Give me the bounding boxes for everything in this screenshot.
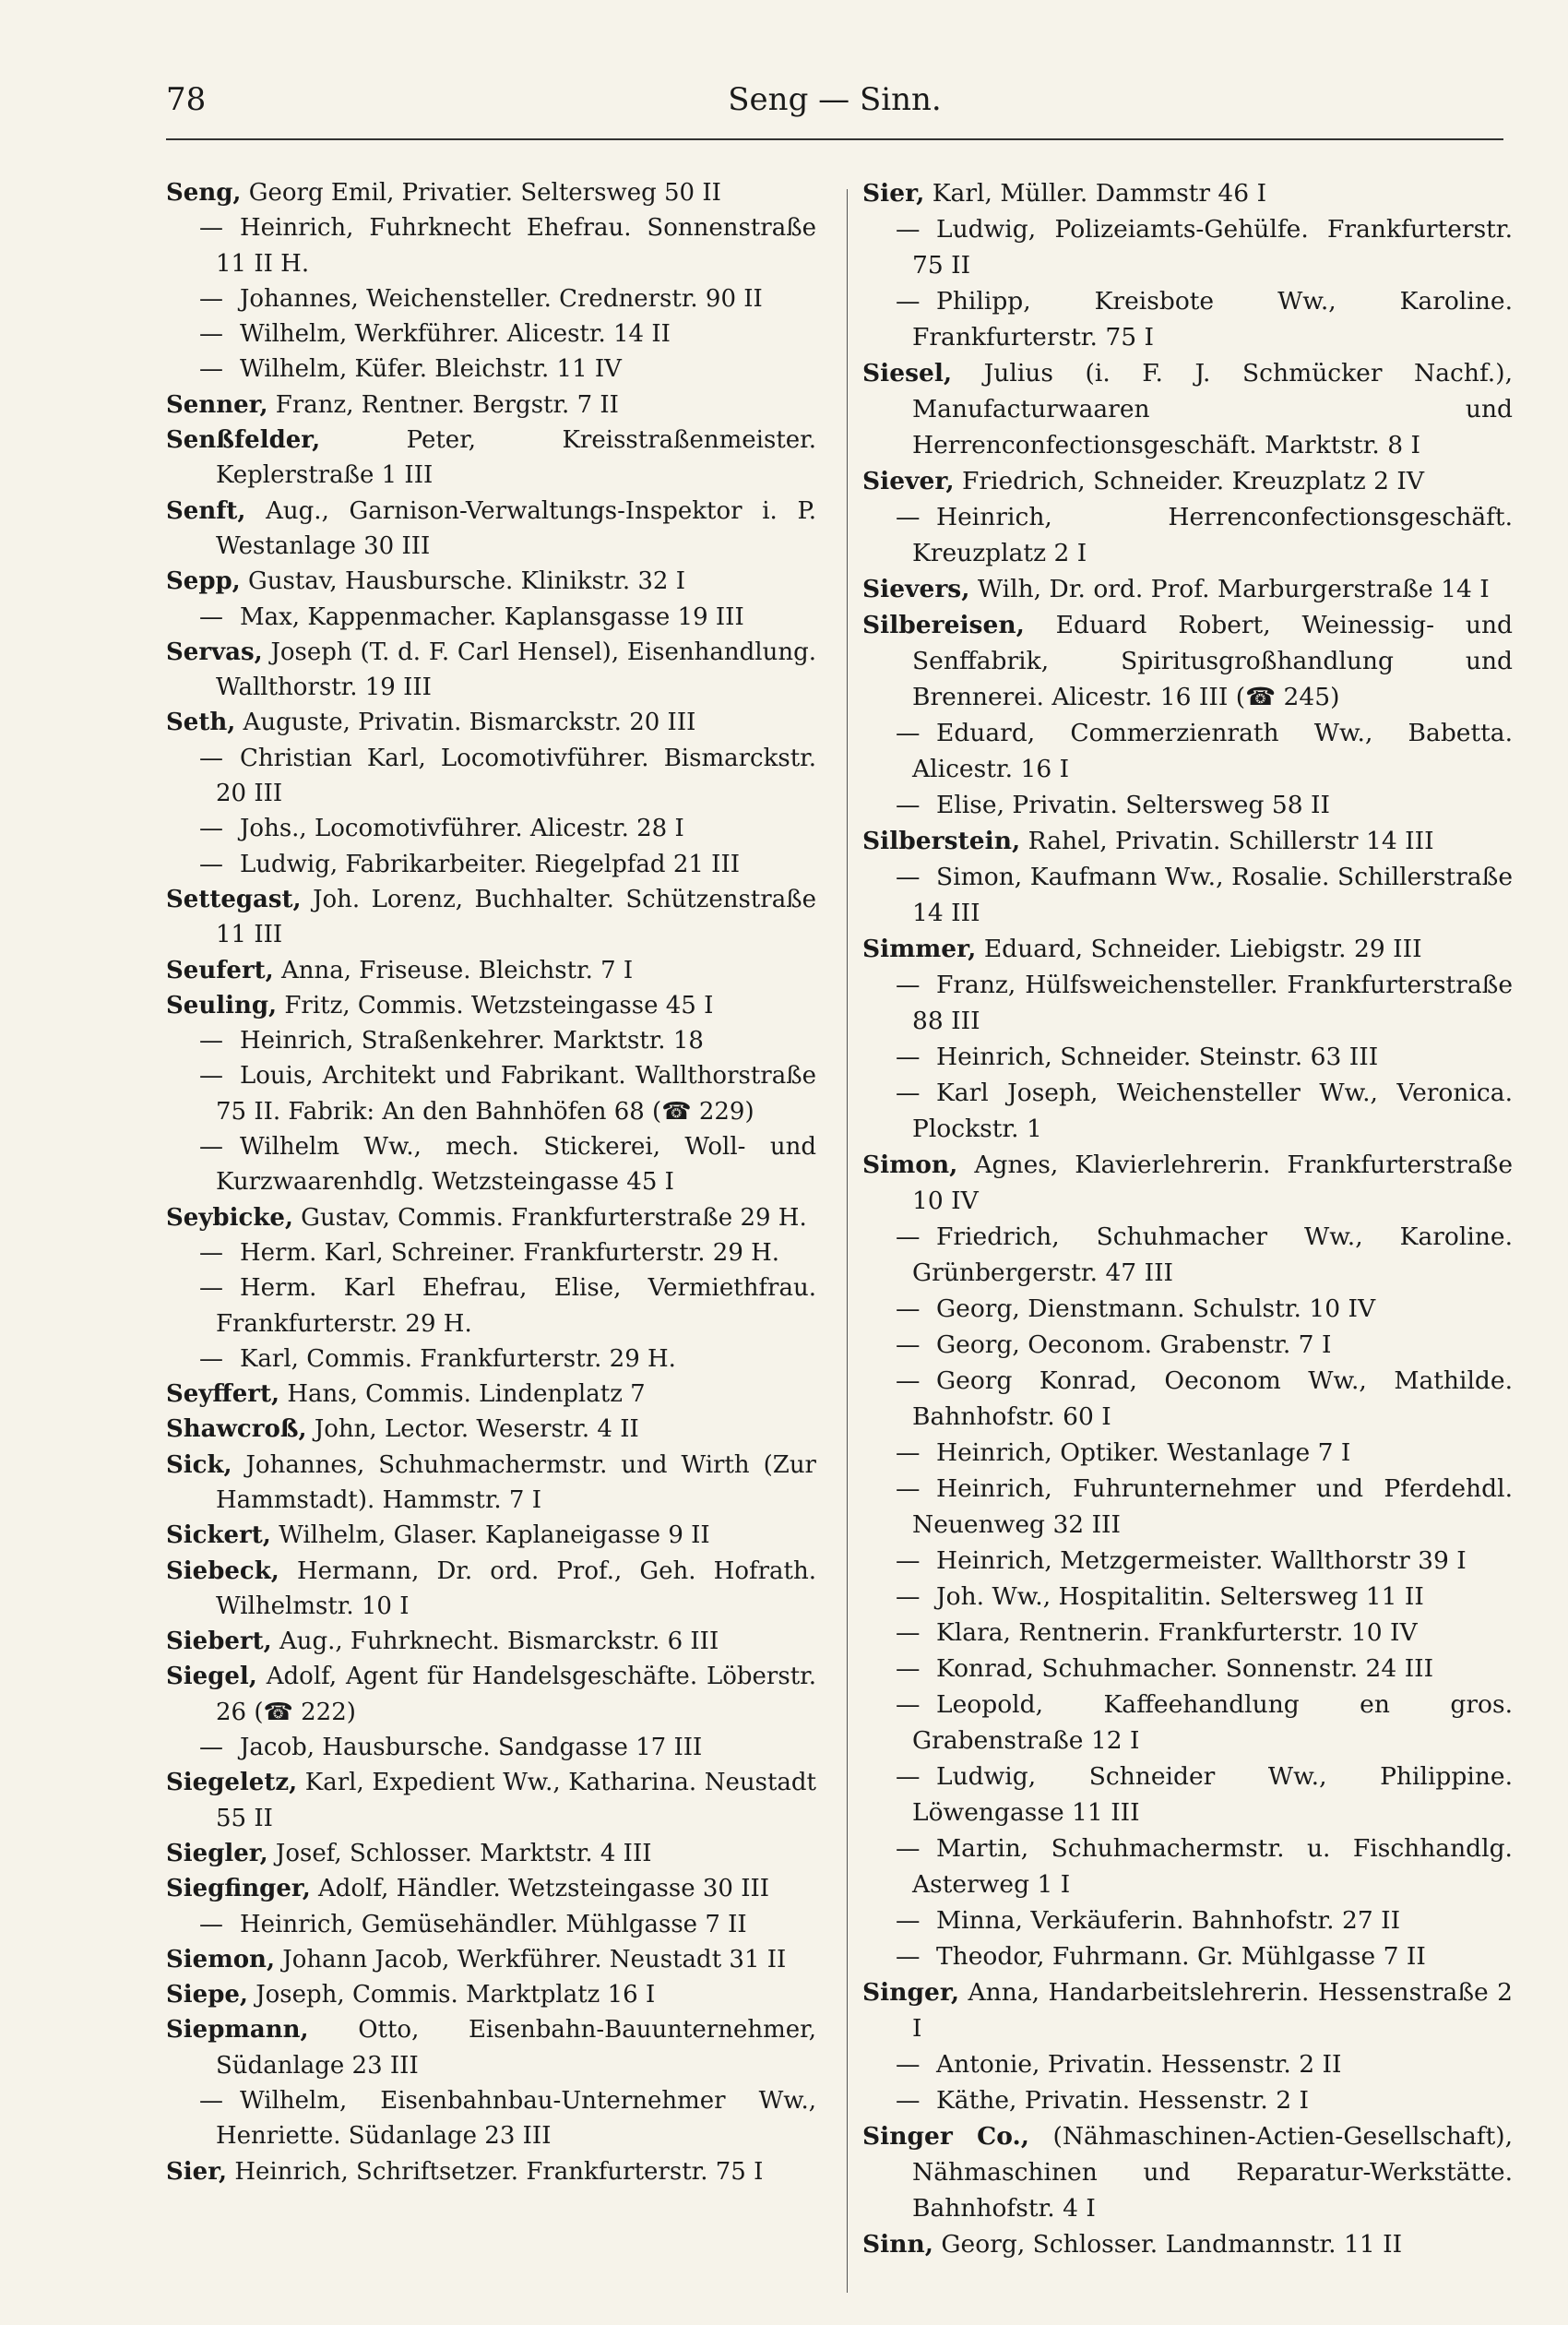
entry-details: Theodor, Fuhrmann. Gr. Mühlgasse 7 II [936, 1942, 1426, 1971]
directory-entry [166, 1341, 816, 1377]
directory-entry [862, 1687, 1513, 1759]
entry-surname: Servas, [166, 638, 263, 666]
directory-entry [862, 931, 1513, 967]
entry-surname: Seth, [166, 709, 236, 737]
entry-details: Louis, Architekt und Fabrikant. Wallthorstraße 75 II. Fabrik: An den Bahnhöfen 68 (☎ 229) [216, 1062, 816, 1126]
entry-surname: Senner, [166, 390, 268, 419]
directory-entry [862, 1327, 1513, 1363]
directory-entry [862, 499, 1513, 571]
entry-details: Wilh, Dr. ord. Prof. Marburgerstraße 14 I [969, 575, 1490, 603]
entry-dash: — [199, 1133, 223, 1162]
directory-entry [862, 463, 1513, 499]
entry-details: Heinrich, Straßenkehrer. Marktstr. 18 [240, 1027, 704, 1055]
directory-entry [862, 2082, 1513, 2118]
entry-dash: — [896, 287, 921, 316]
entry-details: Johannes, Schuhmachermstr. und Wirth (Zur Hammstadt). Hammstr. 7 I [216, 1450, 816, 1514]
entry-details: Joh. Lorenz, Buchhalter. Schützenstraße 11 III [216, 885, 816, 949]
entry-dash: — [199, 1062, 223, 1091]
directory-entry [862, 1435, 1513, 1471]
entry-surname: Siebeck, [166, 1556, 279, 1585]
entry-details: Heinrich, Fuhrknecht Ehefrau. Sonnenstraße 11 II H. [216, 214, 816, 278]
directory-entry [166, 1023, 816, 1058]
entry-surname: Sepp, [166, 567, 241, 596]
directory-entry [166, 564, 816, 599]
entry-details: Wilhelm, Küfer. Bleichstr. 11 IV [240, 355, 622, 384]
directory-entry [862, 175, 1513, 211]
entry-dash: — [896, 1474, 921, 1503]
directory-entry [166, 2083, 816, 2154]
page-number: 78 [166, 81, 207, 118]
entry-dash: — [896, 971, 921, 999]
entry-details: Martin, Schuhmachermstr. u. Fischhandlg. Asterweg 1 I [912, 1834, 1513, 1899]
entry-details: Gustav, Commis. Frankfurterstraße 29 H. [292, 1203, 807, 1232]
entry-dash: — [199, 1734, 223, 1762]
entry-details: Herm. Karl, Schreiner. Frankfurterstr. 29 H. [240, 1238, 780, 1267]
directory-entry [166, 281, 816, 316]
directory-entry [166, 1907, 816, 1942]
entry-details: Konrad, Schuhmacher. Sonnenstr. 24 III [936, 1654, 1434, 1683]
entry-dash: — [896, 1654, 921, 1683]
entry-dash: — [896, 1906, 921, 1935]
entry-details: (Nähmaschinen-Actien-Gesellschaft), Nähmaschinen und Reparatur-Werkstätte. Bahnhofstr. 4 I [912, 2122, 1513, 2223]
directory-entry [862, 859, 1513, 931]
entry-details: Anna, Handarbeitslehrerin. Hessenstraße 2 I [912, 1978, 1513, 2043]
entry-surname: Sick, [166, 1450, 232, 1479]
directory-entry [862, 211, 1513, 283]
entry-details: Simon, Kaufmann Ww., Rosalie. Schillerstraße 14 III [912, 863, 1513, 927]
directory-entry [166, 600, 816, 635]
entry-details: Johann Jacob, Werkführer. Neustadt 31 II [275, 1945, 787, 1973]
entry-dash: — [199, 1274, 223, 1303]
entry-details: Wilhelm, Werkführer. Alicestr. 14 II [240, 320, 671, 349]
entry-surname: Senßfelder, [166, 426, 321, 455]
left-column [166, 175, 816, 2189]
directory-entry [166, 316, 816, 352]
entry-dash: — [896, 1366, 921, 1395]
directory-entry [166, 1836, 816, 1871]
directory-entry [166, 175, 816, 210]
entry-details: Ludwig, Polizeiamts-Gehülfe. Frankfurterstr. 75 II [912, 215, 1513, 280]
entry-details: Heinrich, Optiker. Westanlage 7 I [936, 1438, 1351, 1467]
directory-entry [166, 882, 816, 953]
entry-dash: — [896, 1079, 921, 1107]
directory-entry [862, 1579, 1513, 1615]
entry-surname: Sier, [862, 179, 925, 208]
directory-entry [862, 715, 1513, 787]
directory-entry [862, 283, 1513, 355]
directory-entry [166, 352, 816, 387]
entry-dash: — [896, 1438, 921, 1467]
directory-entry [862, 1039, 1513, 1075]
entry-details: Hermann, Dr. ord. Prof., Geh. Hofrath. Wilhelmstr. 10 I [216, 1556, 816, 1620]
entry-details: Eduard Robert, Weinessig- und Senffabrik, Spiritusgroßhandlung und Brennerei. Alicestr. 16 III (☎ 245) [912, 611, 1513, 711]
entry-dash: — [896, 1582, 921, 1611]
entry-details: Georg Emil, Privatier. Seltersweg 50 II [241, 179, 721, 207]
entry-details: Julius (i. F. J. Schmücker Nachf.), Manufacturwaaren und Herrenconfectionsgeschäft. Marktstr. 8 I [912, 359, 1513, 459]
entry-details: Hans, Commis. Lindenplatz 7 [279, 1380, 646, 1409]
directory-entry [862, 787, 1513, 823]
directory-entry [166, 1129, 816, 1200]
entry-details: Georg Konrad, Oeconom Ww., Mathilde. Bahnhofstr. 60 I [912, 1366, 1513, 1431]
entry-details: Max, Kappenmacher. Kaplansgasse 19 III [240, 602, 744, 631]
directory-entry [166, 705, 816, 740]
entry-details: Adolf, Händler. Wetzsteingasse 30 III [310, 1875, 770, 1903]
directory-entry [862, 1219, 1513, 1291]
entry-dash: — [896, 791, 921, 819]
entry-dash: — [199, 850, 223, 878]
right-column [862, 175, 1513, 2262]
entry-details: Josef, Schlosser. Marktstr. 4 III [267, 1839, 652, 1867]
entry-dash: — [896, 1834, 921, 1863]
entry-details: Adolf, Agent für Handelsgeschäfte. Löberstr. 26 (☎ 222) [216, 1663, 816, 1726]
entry-dash: — [896, 1942, 921, 1971]
entry-details: Heinrich, Schneider. Steinstr. 63 III [936, 1043, 1379, 1071]
directory-entry [166, 210, 816, 281]
entry-dash: — [896, 2050, 921, 2079]
entry-dash: — [199, 602, 223, 631]
entry-surname: Singer Co., [862, 2122, 1029, 2151]
directory-entry [166, 2012, 816, 2083]
entry-surname: Siegfinger, [166, 1875, 311, 1903]
directory-entry [862, 1651, 1513, 1687]
directory-entry [166, 388, 816, 423]
entry-details: Wilhelm, Glaser. Kaplaneigasse 9 II [270, 1521, 710, 1550]
entry-details: Rahel, Privatin. Schillerstr 14 III [1020, 827, 1434, 855]
entry-dash: — [896, 1762, 921, 1791]
entry-surname: Silberstein, [862, 827, 1021, 855]
entry-details: Anna, Friseuse. Bleichstr. 7 I [273, 956, 634, 984]
entry-details: Eduard, Commerzienrath Ww., Babetta. Alicestr. 16 I [912, 719, 1513, 783]
directory-entry [166, 1554, 816, 1625]
directory-entry [166, 1448, 816, 1519]
directory-entry [166, 1412, 816, 1447]
entry-details: Heinrich, Gemüsehändler. Mühlgasse 7 II [240, 1910, 747, 1938]
entry-dash: — [199, 2087, 223, 2116]
column-divider [847, 189, 848, 2293]
entry-details: Antonie, Privatin. Hessenstr. 2 II [936, 2050, 1342, 2079]
directory-entry [166, 1871, 816, 1906]
entry-details: Johannes, Weichensteller. Crednerstr. 90 II [240, 284, 763, 313]
entry-details: Wilhelm, Eisenbahnbau-Unternehmer Ww., Henriette. Südanlage 23 III [216, 2087, 816, 2151]
entry-dash: — [896, 1294, 921, 1323]
entry-details: Karl, Expedient Ww., Katharina. Neustadt 55 II [216, 1769, 816, 1832]
entry-surname: Sickert, [166, 1521, 271, 1550]
entry-surname: Siemon, [166, 1945, 276, 1973]
entry-details: Heinrich, Herrenconfectionsgeschäft. Kreuzplatz 2 I [912, 503, 1513, 567]
directory-entry [862, 967, 1513, 1039]
entry-dash: — [199, 1027, 223, 1055]
entry-dash: — [199, 1238, 223, 1267]
entry-details: Gustav, Hausbursche. Klinikstr. 32 I [240, 567, 685, 596]
directory-entry [862, 1974, 1513, 2046]
entry-details: Aug., Fuhrknecht. Bismarckstr. 6 III [271, 1628, 719, 1656]
entry-dash: — [199, 1344, 223, 1373]
entry-dash: — [896, 1546, 921, 1575]
entry-details: Otto, Eisenbahn-Bauunternehmer, Südanlage 23 III [216, 2016, 816, 2080]
entry-dash: — [199, 320, 223, 349]
directory-entry [862, 2118, 1513, 2226]
entry-surname: Sinn, [862, 2230, 933, 2259]
entry-details: Elise, Privatin. Seltersweg 58 II [936, 791, 1330, 819]
entry-dash: — [199, 214, 223, 243]
directory-entry [166, 1942, 816, 1977]
entry-dash: — [896, 1618, 921, 1647]
directory-entry [166, 1518, 816, 1553]
directory-entry [166, 494, 816, 565]
entry-surname: Singer, [862, 1978, 960, 2007]
entry-details: John, Lector. Weserstr. 4 II [306, 1415, 639, 1444]
entry-details: Karl Joseph, Weichensteller Ww., Veronica. Plockstr. 1 [912, 1079, 1513, 1143]
entry-surname: Siegel, [166, 1663, 257, 1691]
entry-surname: Seufert, [166, 956, 274, 984]
entry-dash: — [896, 863, 921, 891]
directory-entry [166, 635, 816, 706]
entry-details: Georg, Dienstmann. Schulstr. 10 IV [936, 1294, 1376, 1323]
directory-entry [166, 1659, 816, 1730]
entry-details: Friedrich, Schneider. Kreuzplatz 2 IV [954, 467, 1424, 495]
entry-dash: — [199, 284, 223, 313]
entry-details: Ludwig, Schneider Ww., Philippine. Löwengasse 11 III [912, 1762, 1513, 1827]
entry-details: Heinrich, Fuhrunternehmer und Pferdehdl. Neuenweg 32 III [912, 1474, 1513, 1539]
directory-entry [862, 1363, 1513, 1435]
directory-entry [862, 823, 1513, 859]
directory-entry [862, 607, 1513, 715]
entry-dash: — [199, 1910, 223, 1938]
entry-details: Eduard, Schneider. Liebigstr. 29 III [976, 935, 1422, 963]
page-header [166, 81, 1503, 137]
entry-details: Klara, Rentnerin. Frankfurterstr. 10 IV [936, 1618, 1418, 1647]
entry-surname: Senft, [166, 496, 246, 525]
directory-entry [166, 2154, 816, 2189]
entry-details: Heinrich, Metzgermeister. Wallthorstr 39 I [936, 1546, 1467, 1575]
entry-surname: Siebert, [166, 1628, 272, 1656]
entry-details: Auguste, Privatin. Bismarckstr. 20 III [235, 709, 696, 737]
entry-details: Karl, Commis. Frankfurterstr. 29 H. [240, 1344, 676, 1373]
directory-entry [166, 1730, 816, 1765]
directory-entry [862, 1075, 1513, 1147]
entry-dash: — [896, 503, 921, 531]
directory-entry [862, 1543, 1513, 1579]
header-rule [166, 138, 1503, 140]
directory-entry [862, 571, 1513, 607]
directory-entry [166, 423, 816, 494]
entry-surname: Simon, [862, 1151, 958, 1179]
entry-surname: Seybicke, [166, 1203, 293, 1232]
directory-entry [166, 1977, 816, 2012]
entry-surname: Settegast, [166, 885, 302, 913]
entry-surname: Seuling, [166, 991, 278, 1019]
entry-details: Georg, Oeconom. Grabenstr. 7 I [936, 1330, 1332, 1359]
directory-entry [862, 1938, 1513, 1974]
directory-entry [166, 1235, 816, 1270]
entry-details: Ludwig, Fabrikarbeiter. Riegelpfad 21 III [240, 850, 740, 878]
entry-dash: — [199, 744, 223, 772]
directory-entry [166, 1200, 816, 1235]
directory-entry [166, 741, 816, 812]
directory-entry [166, 953, 816, 988]
entry-dash: — [199, 815, 223, 843]
directory-entry [166, 1624, 816, 1659]
entry-details: Käthe, Privatin. Hessenstr. 2 I [936, 2086, 1309, 2115]
directory-entry [862, 1902, 1513, 1938]
entry-dash: — [896, 215, 921, 244]
entry-details: Jacob, Hausbursche. Sandgasse 17 III [240, 1734, 703, 1762]
entry-details: Minna, Verkäuferin. Bahnhofstr. 27 II [936, 1906, 1401, 1935]
entry-details: Fritz, Commis. Wetzsteingasse 45 I [277, 991, 714, 1019]
entry-surname: Silbereisen, [862, 611, 1025, 639]
entry-details: Friedrich, Schuhmacher Ww., Karoline. Grünbergerstr. 47 III [912, 1222, 1513, 1287]
entry-details: Joseph (T. d. F. Carl Hensel), Eisenhandlung. Wallthorstr. 19 III [216, 638, 816, 702]
entry-details: Johs., Locomotivführer. Alicestr. 28 I [240, 815, 684, 843]
entry-dash: — [896, 1043, 921, 1071]
entry-surname: Siegeletz, [166, 1769, 298, 1797]
directory-entry [862, 2046, 1513, 2082]
directory-entry [166, 1765, 816, 1836]
directory-entry [166, 1377, 816, 1412]
entry-details: Franz, Hülfsweichensteller. Frankfurterstraße 88 III [912, 971, 1513, 1035]
entry-details: Herm. Karl Ehefrau, Elise, Vermiethfrau. Frankfurterstr. 29 H. [216, 1274, 816, 1338]
entry-surname: Sievers, [862, 575, 970, 603]
entry-surname: Siesel, [862, 359, 953, 388]
entry-surname: Sier, [166, 2157, 228, 2186]
entry-details: Philipp, Kreisbote Ww., Karoline. Frankfurterstr. 75 I [912, 287, 1513, 352]
entry-dash: — [199, 355, 223, 384]
directory-entry [862, 1291, 1513, 1327]
entry-details: Karl, Müller. Dammstr 46 I [924, 179, 1267, 208]
entry-details: Christian Karl, Locomotivführer. Bismarckstr. 20 III [216, 744, 816, 808]
entry-details: Leopold, Kaffeehandlung en gros. Grabenstraße 12 I [912, 1690, 1513, 1755]
directory-entry [862, 1147, 1513, 1219]
entry-dash: — [896, 1690, 921, 1719]
directory-entry [166, 1058, 816, 1129]
entry-details: Peter, Kreisstraßenmeister. Keplerstraße 1 III [216, 426, 816, 490]
entry-surname: Siepmann, [166, 2016, 309, 2045]
entry-surname: Siegler, [166, 1839, 268, 1867]
directory-entry [862, 1471, 1513, 1543]
entry-surname: Siever, [862, 467, 955, 495]
directory-entry [862, 1615, 1513, 1651]
directory-entry [862, 1830, 1513, 1902]
entry-dash: — [896, 2086, 921, 2115]
directory-entry [862, 1759, 1513, 1830]
entry-details: Georg, Schlosser. Landmannstr. 11 II [932, 2230, 1403, 2259]
entry-details: Agnes, Klavierlehrerin. Frankfurterstraße 10 IV [912, 1151, 1513, 1215]
directory-entry [166, 988, 816, 1023]
directory-entry [862, 355, 1513, 463]
entry-details: Aug., Garnison-Verwaltungs-Inspektor i. P. Westanlage 30 III [216, 496, 816, 560]
entry-details: Joseph, Commis. Marktplatz 16 I [247, 1981, 656, 2009]
directory-entry [862, 2226, 1513, 2262]
directory-entry [166, 811, 816, 846]
entry-surname: Seng, [166, 179, 242, 207]
running-head: Seng — Sinn. [728, 81, 942, 118]
entry-details: Franz, Rentner. Bergstr. 7 II [267, 390, 619, 419]
entry-surname: Simmer, [862, 935, 977, 963]
directory-entry [166, 1270, 816, 1341]
entry-details: Wilhelm Ww., mech. Stickerei, Woll- und Kurzwaarenhdlg. Wetzsteingasse 45 I [216, 1133, 816, 1197]
entry-surname: Seyffert, [166, 1380, 280, 1409]
entry-surname: Siepe, [166, 1981, 248, 2009]
entry-dash: — [896, 1330, 921, 1359]
entry-details: Joh. Ww., Hospitalitin. Seltersweg 11 II [936, 1582, 1424, 1611]
entry-dash: — [896, 1222, 921, 1251]
entry-dash: — [896, 719, 921, 747]
entry-details: Heinrich, Schriftsetzer. Frankfurterstr. 75 I [227, 2157, 764, 2186]
directory-entry [166, 847, 816, 882]
entry-surname: Shawcroß, [166, 1415, 307, 1444]
